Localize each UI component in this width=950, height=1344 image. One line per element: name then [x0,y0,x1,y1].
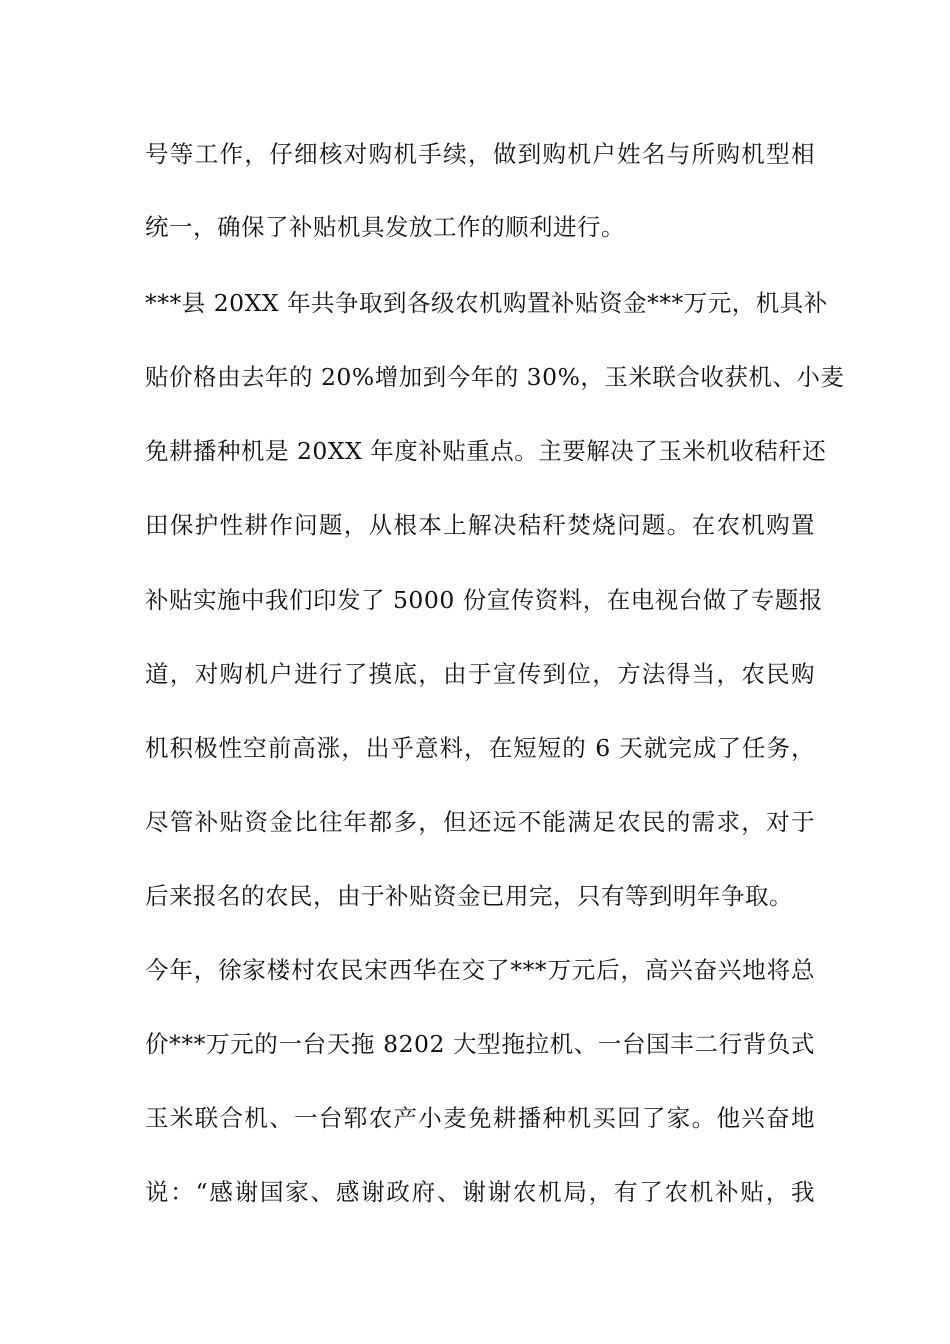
text-line-4: 贴价格由去年的 20%增加到今年的 30%，玉米联合收获机、小麦 [145,363,845,391]
text-line-14: 玉米联合机、一台郓农产小麦免耕播种机买回了家。他兴奋地 [145,1104,815,1132]
text-line-6: 田保护性耕作问题，从根本上解决秸秆焚烧问题。在农机购置 [145,511,815,539]
text-line-13: 价***万元的一台天拖 8202 大型拖拉机、一台国丰二行背负式 [145,1030,815,1058]
text-line-8: 道，对购机户进行了摸底，由于宣传到位，方法得当，农民购 [145,660,815,688]
text-line-7: 补贴实施中我们印发了 5000 份宣传资料，在电视台做了专题报 [145,586,823,614]
text-line-9: 机积极性空前高涨，出乎意料，在短短的 6 天就完成了任务， [145,734,815,762]
text-line-2: 统一，确保了补贴机具发放工作的顺利进行。 [145,213,625,241]
text-line-11: 后来报名的农民，由于补贴资金已用完，只有等到明年争取。 [145,882,793,910]
text-line-15: 说：“感谢国家、感谢政府、谢谢农机局，有了农机补贴，我 [145,1178,815,1206]
text-line-3: ***县 20XX 年共争取到各级农机购置补贴资金***万元，机具补 [145,289,828,317]
text-line-5: 免耕播种机是 20XX 年度补贴重点。主要解决了玉米机收秸秆还 [145,437,827,465]
text-line-10: 尽管补贴资金比往年都多，但还远不能满足农民的需求，对于 [145,808,815,836]
text-line-12: 今年，徐家楼村农民宋西华在交了***万元后，高兴奋兴地将总 [145,956,815,984]
text-line-1: 号等工作，仔细核对购机手续，做到购机户姓名与所购机型相 [145,140,815,168]
